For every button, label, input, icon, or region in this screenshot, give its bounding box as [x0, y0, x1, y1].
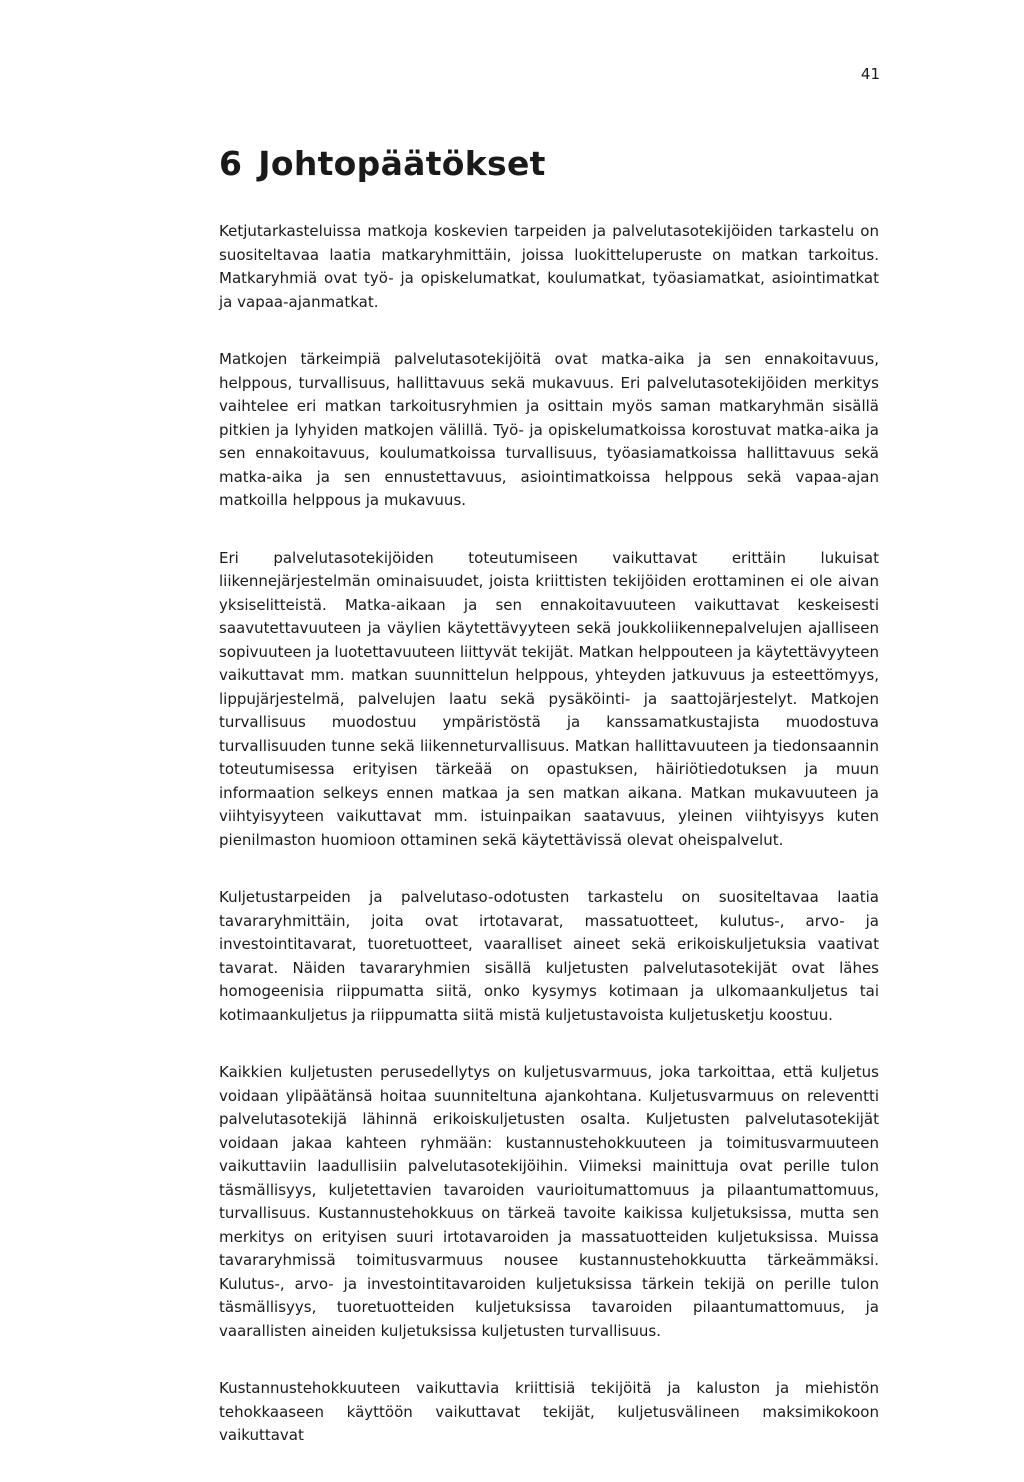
body-text: [219, 220, 879, 1482]
paragraph: Eri palvelutasotekijöiden toteutumiseen vaikuttavat erittäin lukuisat liikennejärjestelmän ominaisuudet, joista kriittisten tekijöiden erottaminen ei ole aivan yksiselitteistä. Matka-aikaan ja sen ennakoitavuuteen vaikuttavat keskeisesti saavutettavuuteen ja väylien käytettävyyteen sekä joukkoliikennepalvelujen ajalliseen sopivuuteen ja luotettavuuteen liittyvät tekijät. Matkan helppouteen ja käytettävyyteen vaikuttavat mm. matkan suunnittelun helppous, yhteyden jatkuvuus ja esteettömyys, lippujärjestelmä, palvelujen laatu sekä pysäköinti- ja saattojärjestelyt. Matkojen turvallisuus muodostuu ympäristöstä ja kanssamatkustajista muodostuva turvallisuuden tunne sekä liikenneturvallisuus. Matkan hallittavuuteen ja tiedonsaannin toteutumisessa erityisen tärkeää on opastuksen, häiriötiedotuksen ja muun informaation selkeys ennen matkaa ja sen matkan aikana. Matkan mukavuuteen ja viihtyisyyteen vaikuttavat mm. istuinpaikan saatavuus, yleinen viihtyisyys kuten pienilmaston huomioon ottaminen sekä käytettävissä olevat oheispalvelut.: [219, 548, 879, 849]
section-number: 6: [219, 144, 243, 183]
section-title: Johtopäätökset: [258, 144, 546, 183]
paragraph: Kaikkien kuljetusten perusedellytys on kuljetusvarmuus, joka tarkoittaa, että kuljetus voidaan ylipäätänsä hoitaa suunniteltuna ajankohtana. Kuljetusvarmuus on releventti palvelutasotekijä lähinnä erikoiskuljetusten osalta. Kuljetusten palvelutasotekijät voidaan jakaa kahteen ryhmään: kustannustehokkuuteen ja toimitusvarmuuteen vaikuttaviin laadullisiin palvelutasotekijöihin. Viimeksi mainittuja ovat perille tulon täsmällisyys, kuljetettavien tavaroiden vaurioitumattomuus ja pilaantumattomuus, turvallisuus. Kustannustehokkuus on tärkeä tavoite kaikissa kuljetuksissa, mutta sen merkitys on erityisen suuri irtotavaroiden ja massatuotteiden kuljetuksissa. Muissa tavararyhmissä toimitusvarmuus nousee kustannustehokkuutta tärkeämmäksi. Kulutus-, arvo- ja investointitavaroiden kuljetuksissa tärkein tekijä on perille tulon täsmällisyys, tuoretuotteiden kuljetuksissa tavaroiden pilaantumattomuus, ja vaarallisten aineiden kuljetuksissa kuljetusten turvallisuus.: [219, 1063, 879, 1340]
paragraph: Kuljetustarpeiden ja palvelutaso-odotusten tarkastelu on suositeltavaa laatia tavararyhmittäin, joita ovat irtotavarat, massatuotteet, kulutus-, arvo- ja investointitavarat, tuoretuotteet, vaaralliset aineet sekä erikoiskuljetuksia vaativat tavarat. Näiden tavararyhmien sisällä kuljetusten palvelutasotekijät ovat lähes homogeenisia riippumatta siitä, onko kysymys kotimaan ja ulkomaankuljetus tai kotimaankuljetus ja riippumatta siitä mistä kuljetustavoista kuljetusketju koostuu.: [219, 888, 879, 1024]
paragraph: Ketjutarkasteluissa matkoja koskevien tarpeiden ja palvelutasotekijöiden tarkastelu on suositeltavaa laatia matkaryhmittäin, joissa luokitteluperuste on matkan tarkoitus. Matkaryhmiä ovat työ- ja opiskelumatkat, koulumatkat, työasiamatkat, asiointimatkat ja vapaa-ajanmatkat.: [219, 222, 879, 311]
page-number: 41: [860, 65, 880, 83]
section-heading: [219, 142, 546, 186]
paragraph: Kustannustehokkuuteen vaikuttavia kriittisiä tekijöitä ja kaluston ja miehistön tehokkaaseen käyttöön vaikuttavat tekijät, kuljetusvälineen maksimikokoon vaikuttavat: [219, 1379, 879, 1444]
paragraph: Matkojen tärkeimpiä palvelutasotekijöitä ovat matka-aika ja sen ennakoitavuus, helppous, turvallisuus, hallittavuus sekä mukavuus. Eri palvelutasotekijöiden merkitys vaihtelee eri matkan tarkoitusryhmien ja osittain myös saman matkaryhmän sisällä pitkien ja lyhyiden matkojen välillä. Työ- ja opiskelumatkoissa korostuvat matka-aika ja sen ennakoitavuus, koulumatkoissa turvallisuus, työasiamatkoissa hallittavuus sekä matka-aika ja sen ennustettavuus, asiointimatkoissa helppous sekä vapaa-ajan matkoilla helppous ja mukavuus.: [219, 350, 879, 509]
